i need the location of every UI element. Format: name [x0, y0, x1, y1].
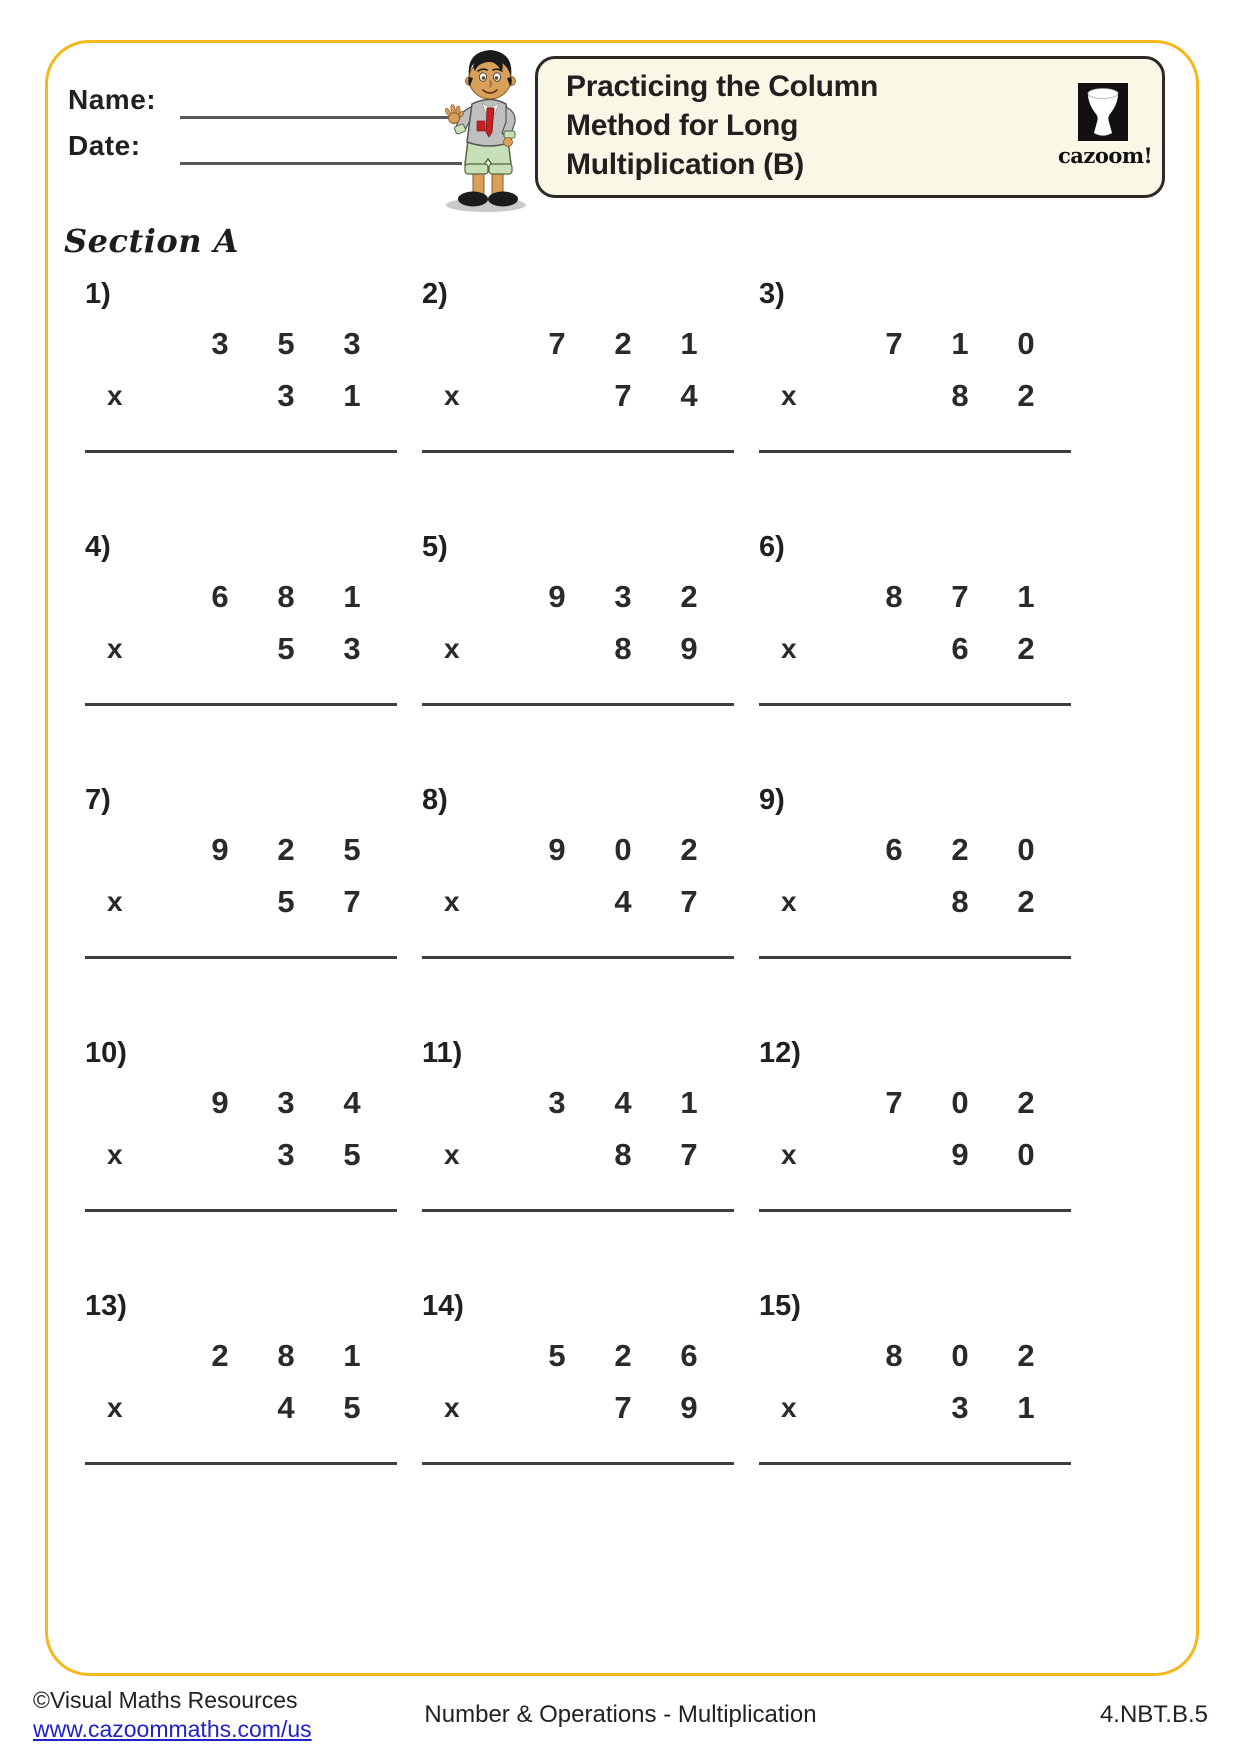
answer-line — [85, 450, 397, 453]
digit: 2 — [614, 1338, 632, 1373]
multiplicand — [861, 1338, 1059, 1374]
drum-icon — [1078, 83, 1128, 141]
multiply-sign: x — [444, 886, 460, 917]
digit: 7 — [548, 326, 566, 361]
answer-space[interactable] — [85, 962, 397, 1034]
digit: 9 — [680, 631, 698, 666]
answer-space[interactable] — [422, 962, 734, 1034]
multiplicand — [187, 579, 385, 615]
digit: 8 — [951, 884, 969, 919]
digit: 2 — [680, 832, 698, 867]
problem-number: 11) — [422, 1037, 463, 1069]
problem-7 — [85, 784, 397, 1037]
digit: 1 — [343, 378, 361, 413]
date-label: Date: — [68, 130, 141, 161]
digit: 4 — [680, 378, 698, 413]
digit: 7 — [951, 579, 969, 614]
digit: 8 — [277, 579, 295, 614]
answer-line — [422, 956, 734, 959]
problem-number: 14) — [422, 1290, 464, 1322]
digit: 2 — [951, 832, 969, 867]
multiply-sign: x — [444, 633, 460, 664]
section-heading: Section A — [64, 222, 239, 260]
multiplier — [590, 1137, 722, 1173]
logo-text: cazoom! — [1058, 143, 1153, 168]
digit: 2 — [1017, 884, 1035, 919]
digit: 8 — [277, 1338, 295, 1373]
multiplier — [927, 378, 1059, 414]
multiplicand — [524, 832, 722, 868]
multiplier — [253, 631, 385, 667]
digit: 7 — [680, 1137, 698, 1172]
digit: 1 — [1017, 1390, 1035, 1425]
digit: 3 — [614, 579, 632, 614]
digit: 0 — [951, 1338, 969, 1373]
answer-line — [85, 1209, 397, 1212]
digit: 3 — [343, 326, 361, 361]
multiply-sign: x — [781, 380, 797, 411]
answer-line — [759, 1462, 1071, 1465]
digit: 5 — [343, 1390, 361, 1425]
answer-line — [759, 1209, 1071, 1212]
problem-number: 12) — [759, 1037, 801, 1069]
digit: 7 — [885, 326, 903, 361]
multiply-sign: x — [781, 1139, 797, 1170]
problem-3 — [759, 278, 1071, 531]
digit: 9 — [211, 832, 229, 867]
digit: 4 — [343, 1085, 361, 1120]
problem-number: 4) — [85, 531, 111, 563]
multiplier — [590, 884, 722, 920]
digit: 9 — [548, 579, 566, 614]
multiplier — [590, 1390, 722, 1426]
digit: 5 — [343, 832, 361, 867]
multiplicand — [861, 832, 1059, 868]
cazoom-logo — [1058, 83, 1153, 168]
digit: 5 — [343, 1137, 361, 1172]
answer-space[interactable] — [759, 1215, 1071, 1287]
multiply-sign: x — [444, 1392, 460, 1423]
multiplier — [927, 1390, 1059, 1426]
multiplicand — [187, 326, 385, 362]
digit: 5 — [548, 1338, 566, 1373]
answer-space[interactable] — [759, 456, 1071, 528]
problem-number: 15) — [759, 1290, 801, 1322]
digit: 6 — [680, 1338, 698, 1373]
multiplicand — [524, 579, 722, 615]
problem-number: 10) — [85, 1037, 127, 1069]
title-box — [535, 56, 1165, 198]
multiply-sign: x — [444, 1139, 460, 1170]
digit: 1 — [1017, 579, 1035, 614]
name-label: Name: — [68, 84, 157, 115]
multiplicand — [524, 1338, 722, 1374]
multiplier — [927, 1137, 1059, 1173]
digit: 4 — [614, 884, 632, 919]
digit: 7 — [343, 884, 361, 919]
digit: 6 — [885, 832, 903, 867]
digit: 2 — [277, 832, 295, 867]
problem-number: 6) — [759, 531, 785, 563]
digit: 0 — [614, 832, 632, 867]
problem-number: 2) — [422, 278, 448, 310]
multiply-sign: x — [781, 1392, 797, 1423]
answer-space[interactable] — [85, 1215, 397, 1287]
answer-line — [85, 1462, 397, 1465]
digit: 3 — [343, 631, 361, 666]
answer-line — [422, 1462, 734, 1465]
digit: 5 — [277, 884, 295, 919]
problem-12 — [759, 1037, 1071, 1290]
multiplier — [927, 884, 1059, 920]
problem-number: 3) — [759, 278, 785, 310]
multiply-sign: x — [107, 1139, 123, 1170]
footer-topic: Number & Operations - Multiplication — [424, 1701, 817, 1728]
digit: 8 — [614, 631, 632, 666]
multiply-sign: x — [444, 380, 460, 411]
multiplier — [253, 1390, 385, 1426]
problem-14 — [422, 1290, 734, 1543]
multiplier — [590, 631, 722, 667]
student-boy-illustration — [426, 44, 538, 214]
digit: 2 — [680, 579, 698, 614]
multiply-sign: x — [107, 380, 123, 411]
problem-10 — [85, 1037, 397, 1290]
standard-code: 4.NBT.B.5 — [1099, 1701, 1208, 1728]
problem-number: 13) — [85, 1290, 127, 1322]
multiply-sign: x — [107, 633, 123, 664]
problem-6 — [759, 531, 1071, 784]
name-line[interactable] — [180, 116, 462, 119]
digit: 3 — [277, 1137, 295, 1172]
digit: 2 — [1017, 378, 1035, 413]
problem-number: 7) — [85, 784, 111, 816]
multiplicand — [187, 1085, 385, 1121]
problem-11 — [422, 1037, 734, 1290]
problem-9 — [759, 784, 1071, 1037]
problem-2 — [422, 278, 734, 531]
digit: 2 — [614, 326, 632, 361]
digit: 2 — [211, 1338, 229, 1373]
multiplicand — [524, 326, 722, 362]
answer-line — [85, 703, 397, 706]
digit: 7 — [614, 378, 632, 413]
digit: 0 — [1017, 326, 1035, 361]
digit: 0 — [951, 1085, 969, 1120]
digit: 8 — [885, 579, 903, 614]
answer-line — [759, 956, 1071, 959]
multiplicand — [861, 1085, 1059, 1121]
digit: 1 — [951, 326, 969, 361]
digit: 6 — [951, 631, 969, 666]
digit: 1 — [680, 326, 698, 361]
digit: 4 — [614, 1085, 632, 1120]
problem-1 — [85, 278, 397, 531]
answer-line — [85, 956, 397, 959]
digit: 5 — [277, 326, 295, 361]
answer-space[interactable] — [422, 709, 734, 781]
multiplicand — [524, 1085, 722, 1121]
multiplicand — [187, 832, 385, 868]
answer-space[interactable] — [759, 962, 1071, 1034]
digit: 9 — [211, 1085, 229, 1120]
worksheet-title: Practicing the Column Method for Long Multiplication (B) — [566, 70, 879, 181]
copyright-text: ©Visual Maths Resources — [33, 1687, 298, 1713]
answer-space[interactable] — [422, 1468, 734, 1540]
digit: 3 — [951, 1390, 969, 1425]
answer-space[interactable] — [759, 709, 1071, 781]
digit: 9 — [548, 832, 566, 867]
multiplier — [253, 1137, 385, 1173]
digit: 1 — [680, 1085, 698, 1120]
answer-space[interactable] — [422, 456, 734, 528]
digit: 3 — [548, 1085, 566, 1120]
problem-15 — [759, 1290, 1071, 1543]
multiplier — [253, 884, 385, 920]
answer-line — [759, 450, 1071, 453]
digit: 9 — [680, 1390, 698, 1425]
problem-number: 5) — [422, 531, 448, 563]
digit: 1 — [343, 579, 361, 614]
digit: 8 — [885, 1338, 903, 1373]
digit: 3 — [277, 378, 295, 413]
digit: 8 — [951, 378, 969, 413]
answer-space[interactable] — [85, 709, 397, 781]
date-line[interactable] — [180, 162, 462, 165]
answer-line — [759, 703, 1071, 706]
problem-8 — [422, 784, 734, 1037]
digit: 7 — [680, 884, 698, 919]
problem-4 — [85, 531, 397, 784]
digit: 0 — [1017, 832, 1035, 867]
answer-line — [422, 450, 734, 453]
multiply-sign: x — [107, 886, 123, 917]
digit: 5 — [277, 631, 295, 666]
digit: 2 — [1017, 1085, 1035, 1120]
digit: 8 — [614, 1137, 632, 1172]
multiplier — [927, 631, 1059, 667]
problem-number: 9) — [759, 784, 785, 816]
digit: 3 — [211, 326, 229, 361]
multiplicand — [187, 1338, 385, 1374]
multiply-sign: x — [781, 886, 797, 917]
multiplicand — [861, 326, 1059, 362]
problems-grid — [85, 278, 1096, 1543]
digit: 9 — [951, 1137, 969, 1172]
answer-space[interactable] — [422, 1215, 734, 1287]
answer-space[interactable] — [85, 456, 397, 528]
multiplicand — [861, 579, 1059, 615]
website-link[interactable]: www.cazoommaths.com/us — [33, 1716, 312, 1742]
multiplier — [590, 378, 722, 414]
problem-5 — [422, 531, 734, 784]
digit: 3 — [277, 1085, 295, 1120]
answer-line — [422, 703, 734, 706]
answer-line — [422, 1209, 734, 1212]
digit: 2 — [1017, 631, 1035, 666]
digit: 2 — [1017, 1338, 1035, 1373]
digit: 6 — [211, 579, 229, 614]
digit: 1 — [343, 1338, 361, 1373]
digit: 0 — [1017, 1137, 1035, 1172]
multiplier — [253, 378, 385, 414]
multiply-sign: x — [781, 633, 797, 664]
problem-number: 1) — [85, 278, 111, 310]
digit: 7 — [614, 1390, 632, 1425]
problem-13 — [85, 1290, 397, 1543]
problem-number: 8) — [422, 784, 448, 816]
digit: 7 — [885, 1085, 903, 1120]
answer-space[interactable] — [85, 1468, 397, 1540]
digit: 4 — [277, 1390, 295, 1425]
multiply-sign: x — [107, 1392, 123, 1423]
answer-space[interactable] — [759, 1468, 1071, 1540]
